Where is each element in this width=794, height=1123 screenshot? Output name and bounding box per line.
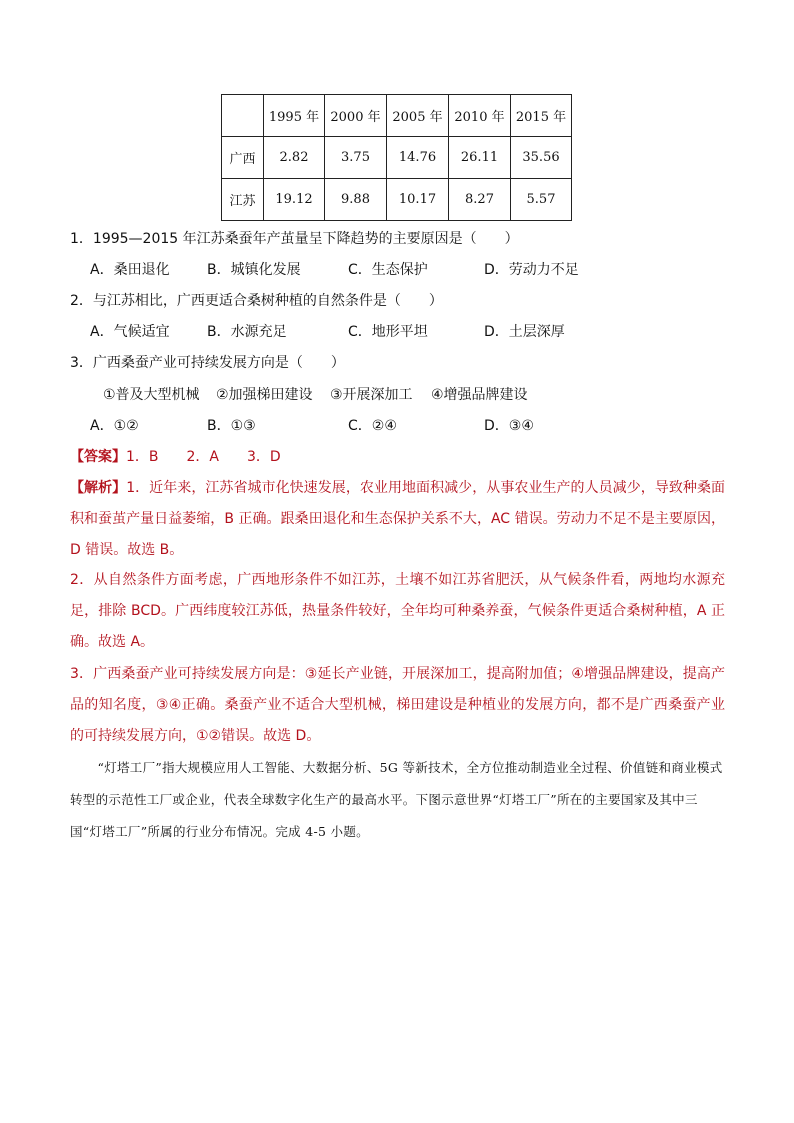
- analysis-label: 【解析】: [70, 480, 127, 496]
- question-1-option-b: B．城镇化发展: [207, 262, 301, 278]
- question-1-option-d: D．劳动力不足: [484, 262, 579, 278]
- table-cell: 19.12: [264, 179, 325, 221]
- question-3-items: [103, 385, 663, 405]
- table-header-cell: [222, 95, 264, 137]
- question-3-item-2: ②加强梯田建设: [216, 387, 313, 403]
- table-cell: 2.82: [264, 137, 325, 179]
- question-2-option-c: C．地形平坦: [348, 324, 428, 340]
- answer-label: 【答案】: [70, 449, 126, 465]
- question-1-stem: 1．1995—2015 年江苏桑蚕年产茧量呈下降趋势的主要原因是（ ）: [70, 231, 519, 247]
- silk-production-table: [221, 94, 572, 221]
- question-2-stem: 2．与江苏相比，广西更适合桑树种植的自然条件是（ ）: [70, 293, 443, 309]
- question-3-option-b: B．①③: [207, 418, 256, 434]
- question-1-option-a: A．桑田退化: [90, 262, 170, 278]
- question-3-options: [90, 416, 690, 436]
- table-header-cell: 2005 年: [387, 95, 449, 137]
- answer-line: [70, 447, 281, 467]
- table-cell: 江苏: [222, 179, 264, 221]
- table-cell: 10.17: [387, 179, 449, 221]
- table-header-cell: 1995 年: [264, 95, 325, 137]
- table-header-cell: 2010 年: [449, 95, 511, 137]
- table-row: [222, 137, 572, 179]
- question-4-5-intro: “灯塔工厂”指大规模应用人工智能、大数据分析、5G 等新技术，全方位推动制造业全过程、价值链和商业模式转型的示范性工厂或企业，代表全球数字化生产的最高水平。下图示意世界“灯塔工厂”所在的主要国家及其中三国“灯塔工厂”所属的行业分布情况。完成 4-5 小题。: [70, 760, 723, 839]
- question-1-option-c: C．生态保护: [348, 262, 428, 278]
- question-2-option-b: B．水源充足: [207, 324, 287, 340]
- table-cell: 广西: [222, 137, 264, 179]
- table-cell: 26.11: [449, 137, 511, 179]
- table-header-row: [222, 95, 572, 137]
- question-3-option-d: D．③④: [484, 418, 534, 434]
- question-3-item-4: ④增强品牌建设: [431, 387, 528, 403]
- question-3-option-c: C．②④: [348, 418, 397, 434]
- analysis-paragraph-1: [70, 473, 725, 566]
- table-row: [222, 179, 572, 221]
- question-3-option-a: A．①②: [90, 418, 139, 434]
- table-cell: 3.75: [325, 137, 387, 179]
- table-cell: 35.56: [511, 137, 572, 179]
- table-cell: 9.88: [325, 179, 387, 221]
- question-1-options: [90, 260, 690, 280]
- question-2-option-d: D．土层深厚: [484, 324, 565, 340]
- table-header-cell: 2000 年: [325, 95, 387, 137]
- table-cell: 8.27: [449, 179, 511, 221]
- table-header-cell: 2015 年: [511, 95, 572, 137]
- table-cell: 14.76: [387, 137, 449, 179]
- question-2-options: [90, 322, 690, 342]
- table-cell: 5.57: [511, 179, 572, 221]
- question-3-stem: 3．广西桑蚕产业可持续发展方向是（ ）: [70, 355, 345, 371]
- question-3-item-3: ③开展深加工: [330, 387, 413, 403]
- analysis-text-1: 1．近年来，江苏省城市化快速发展，农业用地面积减少，从事农业生产的人员减少，导致种桑面积和蚕茧产量日益萎缩，B 正确。跟桑田退化和生态保护关系不大，AC 错误。劳动力不足不是主要原因，D 错误。故选 B。: [70, 480, 726, 558]
- question-2-option-a: A．气候适宜: [90, 324, 170, 340]
- analysis-paragraph-2: 2．从自然条件方面考虑，广西地形条件不如江苏，土壤不如江苏省肥沃，从气候条件看，两地均水源充足，排除 BCD。广西纬度较江苏低，热量条件较好，全年均可种桑养蚕，气候条件更适合桑树种植，A 正确。故选 A。: [70, 572, 725, 650]
- analysis-paragraph-3: 3．广西桑蚕产业可持续发展方向是：③延长产业链，开展深加工，提高附加值；④增强品牌建设，提高产品的知名度，③④正确。桑蚕产业不适合大型机械，梯田建设是种植业的发展方向，都不是广西桑蚕产业的可持续发展方向，①②错误。故选 D。: [70, 666, 725, 744]
- answer-text: 1．B 2．A 3．D: [126, 449, 281, 465]
- question-3-item-1: ①普及大型机械: [103, 387, 200, 403]
